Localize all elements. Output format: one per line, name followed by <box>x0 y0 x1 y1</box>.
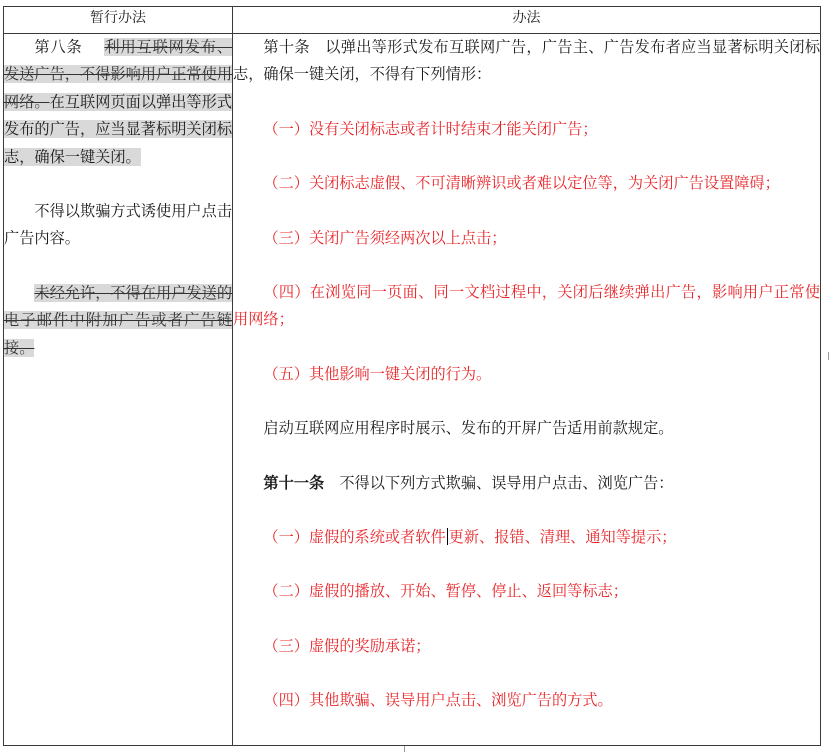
article-10-paragraph: 第十条 以弹出等形式发布互联网广告，广告主、广告发布者应当显著标明关闭标志，确保一键关闭，不得有下列情形： <box>233 38 820 84</box>
article-10-item-4: （四）在浏览同一页面、同一文档过程中，关闭后继续弹出广告，影响用户正常使用网络； <box>233 283 820 329</box>
paragraph-spacer <box>233 497 820 524</box>
article-11-item-2: （二）虚假的播放、开始、暂停、停止、返回等标志； <box>263 582 628 601</box>
article-11-item-3: （三）虚假的奖励承诺； <box>263 636 431 655</box>
header-measures: 办法 <box>233 7 821 34</box>
comparison-table <box>3 6 821 746</box>
header-row <box>4 7 821 34</box>
article-8-popup-text: 在互联网页面以弹出等形式发布的广告，应当显著标明关闭标志，确保一键关闭。 <box>4 92 233 166</box>
paragraph-spacer <box>4 253 232 280</box>
article-8-label: 第八条 <box>34 38 83 56</box>
paragraph-spacer <box>233 660 820 687</box>
email-ad-paragraph <box>4 280 232 362</box>
header-interim-measures: 暂行办法 <box>4 7 233 34</box>
paragraph-spacer <box>233 198 820 225</box>
margin-mark <box>828 352 829 360</box>
deception-paragraph: 不得以欺骗方式诱使用户点击广告内容。 <box>4 202 232 248</box>
paragraph-spacer <box>4 171 232 198</box>
startup-ad-paragraph: 启动互联网应用程序时展示、发布的开屏广告适用前款规定。 <box>263 419 674 438</box>
paragraph-spacer <box>233 89 820 116</box>
margin-mark <box>404 746 405 752</box>
article-11-label: 第十一条 <box>263 473 325 492</box>
article-11-text: 不得以下列方式欺骗、误导用户点击、浏览广告： <box>324 473 674 492</box>
article-11-item-1-start: （一）虚假的系统或者软件 <box>263 528 446 547</box>
paragraph-spacer <box>233 443 820 470</box>
paragraph-spacer <box>233 143 820 170</box>
measures-cell[interactable] <box>233 34 821 746</box>
article-8-paragraph <box>4 34 232 171</box>
article-10-item-1: （一）没有关闭标志或者计时结束才能关闭广告； <box>263 119 598 138</box>
paragraph-spacer <box>233 388 820 415</box>
article-11-item-1 <box>233 524 820 551</box>
article-10-item-2: （二）关闭标志虚假、不可清晰辨识或者难以定位等，为关闭广告设置障碍； <box>263 174 780 193</box>
article-11-paragraph <box>233 470 820 497</box>
article-10-item-5: （五）其他影响一键关闭的行为。 <box>263 364 492 383</box>
paragraph-spacer <box>233 606 820 633</box>
paragraph-spacer <box>233 252 820 279</box>
content-row <box>4 34 821 746</box>
deleted-text-network-usage: 利用互联网发布、发送广告，不得影响用户正常使用网络。 <box>4 38 233 111</box>
interim-measures-cell[interactable] <box>4 34 233 746</box>
article-10-item-3: （三）关闭广告须经两次以上点击； <box>263 228 507 247</box>
paragraph-spacer <box>233 551 820 578</box>
deleted-text-email-ads: 未经允许，不得在用户发送的电子邮件中附加广告或者广告链接。 <box>4 283 232 357</box>
text-cursor <box>447 528 448 545</box>
article-11-item-1-end: 更新、报错、清理、通知等提示； <box>448 528 677 547</box>
paragraph-spacer <box>233 334 820 361</box>
article-11-item-4: （四）其他欺骗、误导用户点击、浏览广告的方式。 <box>263 691 613 710</box>
